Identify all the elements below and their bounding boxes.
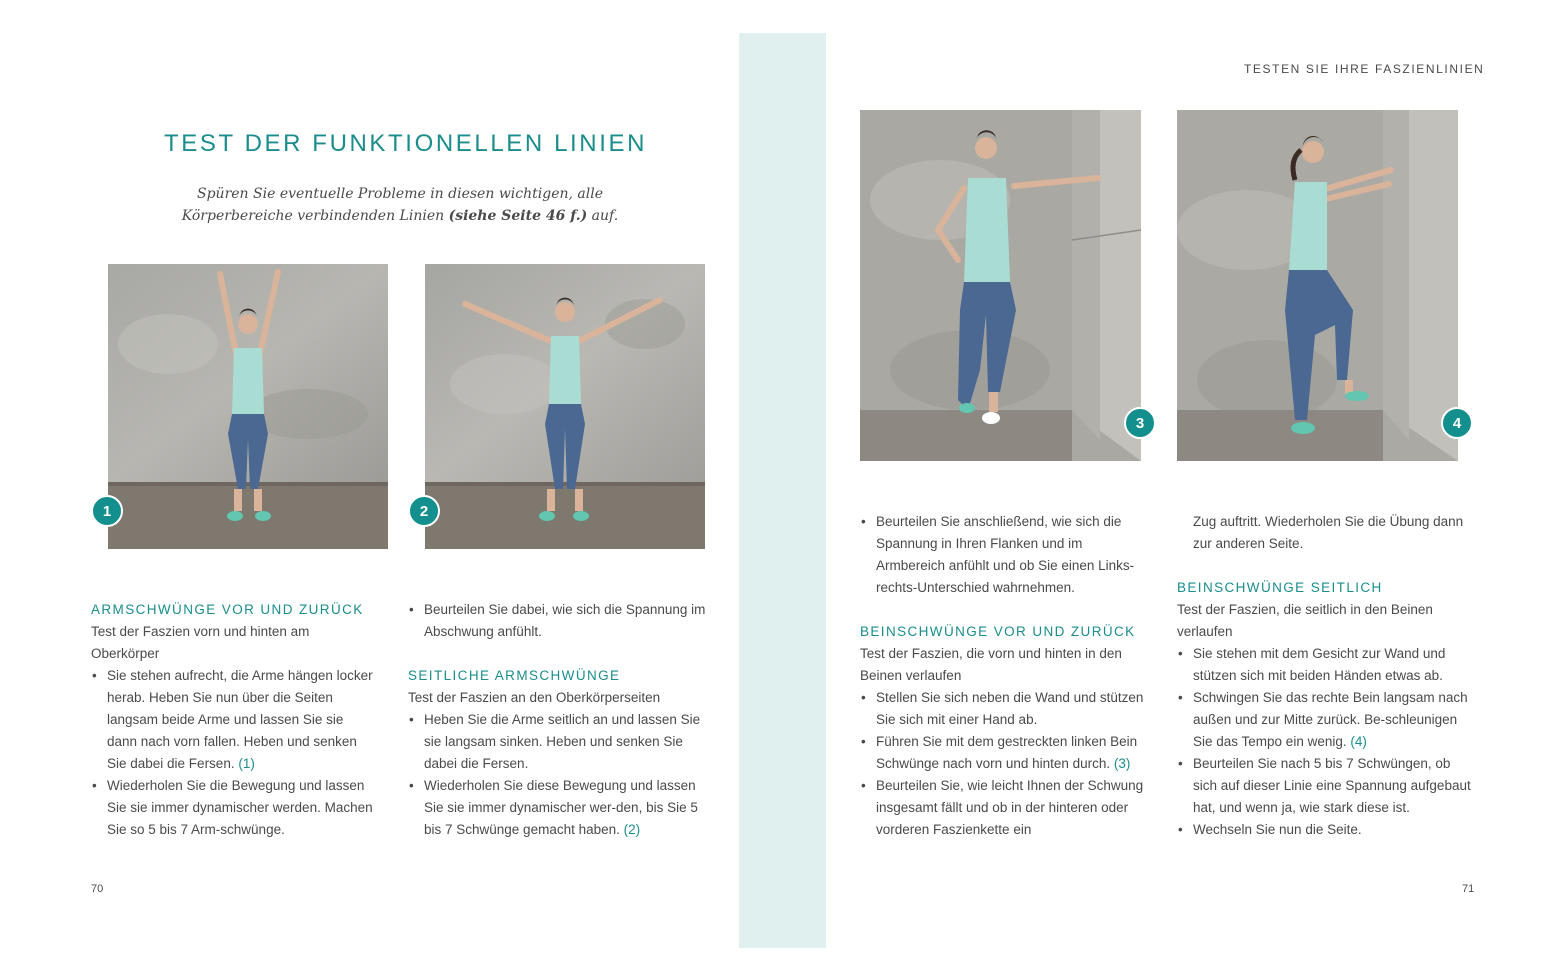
section-subtitle: Test der Faszien, die vorn und hinten in den Beinen verlaufen (860, 646, 1122, 683)
running-head: TESTEN SIE IHRE FASZIENLINIEN (1244, 62, 1485, 76)
section-heading-leg-swings: BEINSCHWÜNGE VOR UND ZURÜCK (860, 624, 1136, 639)
instruction-list (91, 665, 376, 841)
list-item: • Schwingen Sie das rechte Bein langsam nach außen und zur Mitte zurück. Be-schleunigen Sie das Tempo ein wenig. (4) (1177, 687, 1472, 753)
list-item: • Stellen Sie sich neben die Wand und stützen Sie sich mit einer Hand ab. (860, 687, 1150, 731)
section-subtitle: Test der Faszien an den Oberkörperseiten (408, 690, 661, 705)
section-heading-arm-swings: ARMSCHWÜNGE VOR UND ZURÜCK (91, 602, 364, 617)
figure-reference: (4) (1350, 734, 1367, 749)
figure-reference: (2) (623, 822, 641, 837)
list-item: • Wiederholen Sie diese Bewegung und lassen Sie sie immer dynamischer wer-den, bis Sie 5 bis 7 Schwünge gemacht haben. (2) (408, 775, 708, 841)
continued-text: Zug auftritt. Wiederholen Sie die Übung dann zur anderen Seite. (1193, 514, 1464, 551)
photo-leg-swings-sideways (1177, 110, 1458, 461)
list-item: • Wechseln Sie nun die Seite. (1177, 819, 1472, 841)
instruction-list (860, 511, 1150, 599)
page-gutter (739, 33, 826, 948)
page-reference: (siehe Seite 46 f.) (448, 208, 588, 224)
instruction-list (860, 687, 1150, 841)
section-heading-side-arm-swings: SEITLICHE ARMSCHWÜNGE (408, 668, 621, 683)
instruction-list (1177, 643, 1472, 841)
figure-reference: (1) (238, 756, 255, 771)
page-title: TEST DER FUNKTIONELLEN LINIEN (164, 130, 648, 157)
list-item: • Beurteilen Sie, wie leicht Ihnen der Schwung insgesamt fällt und ob in der hinteren oder vorderen Faszienkette ein (860, 775, 1150, 841)
list-item: • Sie stehen aufrecht, die Arme hängen locker herab. Heben Sie nun über die Seiten langsam beide Arme und lassen Sie sie dann nach vorn fallen. Heben und senken Sie dabei die Fersen. (1) (91, 665, 376, 775)
list-item: • Beurteilen Sie dabei, wie sich die Spannung im Abschwung anfühlt. (408, 599, 708, 643)
photo-side-arm-swings (425, 264, 705, 549)
column-arm-swings (91, 599, 376, 841)
section-subtitle: Test der Faszien, die seitlich in den Beinen verlaufen (1177, 602, 1433, 639)
figure-reference: (3) (1113, 756, 1131, 771)
list-item: • Sie stehen mit dem Gesicht zur Wand und stützen sich mit beiden Händen etwas ab. (1177, 643, 1472, 687)
step-badge-3: 3 (1124, 407, 1156, 439)
column-leg-swings-sideways (1177, 511, 1472, 841)
intro-text: Spüren Sie eventuelle Probleme in diesen wichtigen, alle Körperbereiche verbindenden Linien (siehe Seite 46 f.) auf. (181, 186, 619, 224)
list-item: • Führen Sie mit dem gestreckten linken Bein Schwünge nach vorn und hinten durch. (3) (860, 731, 1150, 775)
list-item: • Wiederholen Sie die Bewegung und lassen Sie sie immer dynamischer werden. Machen Sie so 5 bis 7 Arm-schwünge. (91, 775, 376, 841)
list-item: • Beurteilen Sie nach 5 bis 7 Schwüngen, ob sich auf dieser Linie eine Spannung aufgebaut hat, und wenn ja, wie stark diese ist. (1177, 753, 1472, 819)
page-number-right: 71 (1462, 883, 1475, 895)
instruction-list (408, 709, 708, 841)
list-item: • Beurteilen Sie anschließend, wie sich die Spannung in Ihren Flanken und im Armbereich anfühlt und ob Sie einen Links-rechts-Unterschied wahrnehmen. (860, 511, 1150, 599)
column-side-arm-swings (408, 599, 708, 841)
instruction-list (408, 599, 708, 643)
photo-arm-swings-front-back (108, 264, 388, 549)
section-heading-leg-swings-sideways: BEINSCHWÜNGE SEITLICH (1177, 580, 1383, 595)
step-badge-4: 4 (1441, 407, 1473, 439)
list-item: • Heben Sie die Arme seitlich an und lassen Sie sie langsam sinken. Heben und senken Sie dabei die Fersen. (408, 709, 708, 775)
photo-leg-swings-front-back (860, 110, 1141, 461)
section-subtitle: Test der Faszien vorn und hinten am Oberkörper (91, 624, 310, 661)
step-badge-1: 1 (91, 495, 123, 527)
step-badge-2: 2 (408, 495, 440, 527)
column-leg-swings-front-back (860, 511, 1150, 841)
page-number-left: 70 (91, 883, 104, 895)
